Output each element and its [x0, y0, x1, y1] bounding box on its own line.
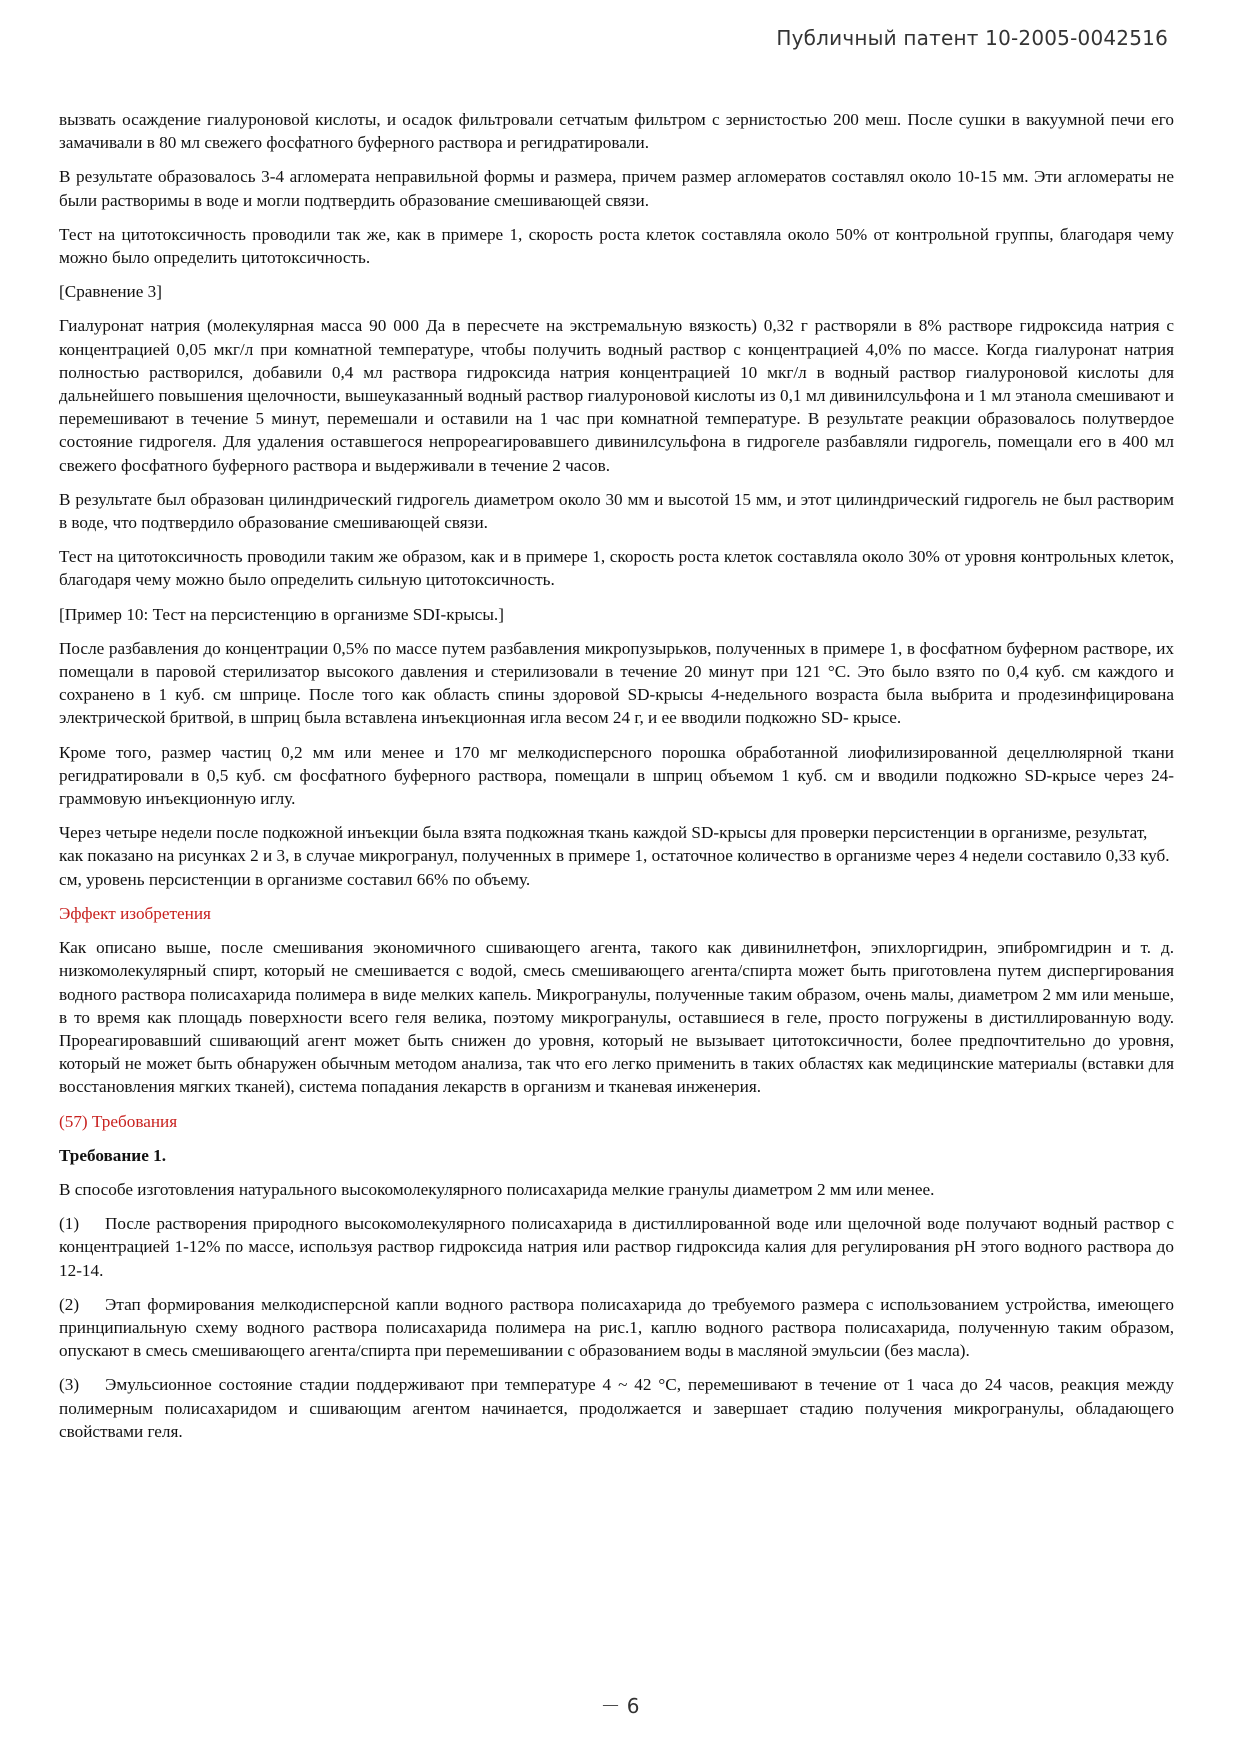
claim-step-number: (2) — [59, 1294, 80, 1314]
paragraph: Как описано выше, после смешивания экономичного сшивающего агента, такого как дивинилнетфон, эпихлоргидрин, эпибромгидрин и т. д. низкомолекулярный спирт, который не смешивается с водой, смесь смешивающего агента/спирта может быть приготовлена путем диспергирования водного раствора полисахарида полимера в виде мелких капель. Микрогранулы, полученные таким образом, очень малы, диаметром 2 мм или меньше, в то время как площадь поверхности всего геля велика, поэтому микрогранулы, оставшиеся в геле, просто погружены в дистиллированную воду. Прореагировавший сшивающий агент может быть снижен до уровня, который не вызывает цитотоксичности, более предпочтительно до уровня, который не может быть обнаружен обычным методом анализа, так что его легко применить в таких областях как медицинские материалы (вставки для восстановления мягких тканей), система попадания лекарств в организм и тканевая инженерия. — [59, 938, 1174, 1097]
page-number: － 6 — [600, 1694, 640, 1718]
claim-step-2 — [59, 1293, 1174, 1363]
paragraph: вызвать осаждение гиалуроновой кислоты, и осадок фильтровали сетчатым фильтром с зернистостью 200 меш. После сушки в вакуумной печи его замачивали в 80 мл свежего фосфатного буферного раствора и регидратировали. — [59, 110, 1174, 153]
paragraph: После разбавления до концентрации 0,5% по массе путем разбавления микропузырьков, полученных в примере 1, в фосфатном буферном растворе, их помещали в паровой стерилизатор высокого давления и стерилизовали в течение 20 минут при 121 °C. Это было взято по 0,4 куб. см каждого и сохранено в 1 куб. см шприце. После того как область спины здоровой SD-крысы 4-недельного возраста была выбрита и продезинфицирована электрической бритвой, в шприц была вставлена инъекционная игла весом 24 г, и ее вводили подкожно SD- крысе. — [59, 638, 1174, 728]
paragraph: Гиалуронат натрия (молекулярная масса 90 000 Да в пересчете на экстремальную вязкость) 0,32 г растворяли в 8% растворе гидроксида натрия с концентрацией 0,05 мкг/л при комнатной температуре, чтобы получить водный раствор с концентрацией 4,0% по массе. Когда гиалуронат натрия полностью растворился, добавили 0,4 мл раствора гидроксида натрия концентрацией 10 мкг/л в водный раствор гиалуроновой кислоты для дальнейшего повышения щелочности, вышеуказанный водный раствор гиалуроновой кислоты из 0,1 мл дивинилсульфона и 1 мл этанола смешивают и перемешивают в течение 5 минут, перемешали и оставили на 1 час при комнатной температуре. В результате реакции образовалось полутвердое состояние гидрогеля. Для удаления оставшегося непрореагировавшего дивинилсульфона в гидрогеле разбавляли гидрогель, помещали его в 400 мл свежего фосфатного буферного раствора и выдерживали в течение 2 часов. — [59, 316, 1174, 475]
claim-step-text: После растворения природного высокомолекулярного полисахарида в дистиллированной воде или щелочной воде получают водный раствор с концентрацией 1-12% по массе, используя раствор гидроксида натрия или раствор гидроксида калия для регулирования pH этого водного раствора до 12-14. — [59, 1214, 1174, 1280]
claim-step-1 — [59, 1212, 1174, 1282]
claim-step-number: (3) — [59, 1375, 80, 1395]
paragraph: Кроме того, размер частиц 0,2 мм или менее и 170 мг мелкодисперсного порошка обработанной лиофилизированной децеллюлярной ткани регидратировали в 0,5 куб. см фосфатного буферного раствора, помещали в шприц объемом 1 куб. см и вводили подкожно SD-крысе через 24-граммовую инъекционную иглу. — [59, 742, 1174, 809]
paragraph: Тест на цитотоксичность проводили таким же образом, как и в примере 1, скорость роста клеток составляла около 30% от уровня контрольных клеток, благодаря чему можно было определить сильную цитотоксичность. — [59, 547, 1174, 590]
claim-step-number: (1) — [59, 1214, 80, 1234]
section-heading-claims: (57) Требования — [59, 1111, 178, 1131]
section-heading-effect: Эффект изобретения — [59, 903, 211, 923]
claim-step-3 — [59, 1373, 1174, 1443]
document-header: Публичный патент 10-2005-0042516 — [776, 26, 1168, 50]
section-label-comparison-3: [Сравнение 3] — [59, 282, 162, 302]
claim-step-text: Эмульсионное состояние стадии поддерживают при температуре 4 ~ 42 °C, перемешивают в течение от 1 часа до 24 часов, реакция между полимерным полисахаридом и сшивающим агентом начинается, продолжается и завершает стадию получения микрогранулы, обладающего свойствами геля. — [59, 1375, 1174, 1441]
document-body — [59, 108, 1174, 1454]
claim-step-text: Этап формирования мелкодисперсной капли водного раствора полисахарида до требуемого размера с использованием устройства, имеющего принципиальную схему водного раствора полисахарида полимера на рис.1, каплю водного раствора полисахарида, полученную таким образом, опускают в смесь смешивающего агента/спирта при перемешивании с образованием воды в масляной эмульсии (без масла). — [59, 1294, 1174, 1361]
paragraph: Тест на цитотоксичность проводили так же, как в примере 1, скорость роста клеток составляла около 50% от контрольной группы, благодаря чему можно было определить цитотоксичность. — [59, 224, 1174, 268]
claim-title: Требование 1. — [59, 1145, 167, 1165]
paragraph: В результате образовалось 3-4 агломерата неправильной формы и размера, причем размер агломератов составлял около 10-15 мм. Эти агломераты не были растворимы в воде и могли подтвердить образование смешивающей связи. — [59, 167, 1174, 210]
paragraph: Через четыре недели после подкожной инъекции была взята подкожная ткань каждой SD-крысы для проверки персистенции в организме, результат, как показано на рисунках 2 и 3, в случае микрогранул, полученных в примере 1, остаточное количество в организме через 4 недели составило 0,33 куб. см, уровень персистенции в организме составил 66% по объему. — [59, 823, 1170, 889]
paragraph: В результате был образован цилиндрический гидрогель диаметром около 30 мм и высотой 15 мм, и этот цилиндрический гидрогель не был растворим в воде, что подтвердило образование смешивающей связи. — [59, 489, 1174, 533]
section-label-example-10: [Пример 10: Тест на персистенцию в организме SDI-крысы.] — [59, 604, 504, 624]
paragraph: В способе изготовления натурального высокомолекулярного полисахарида мелкие гранулы диаметром 2 мм или менее. — [59, 1179, 935, 1199]
